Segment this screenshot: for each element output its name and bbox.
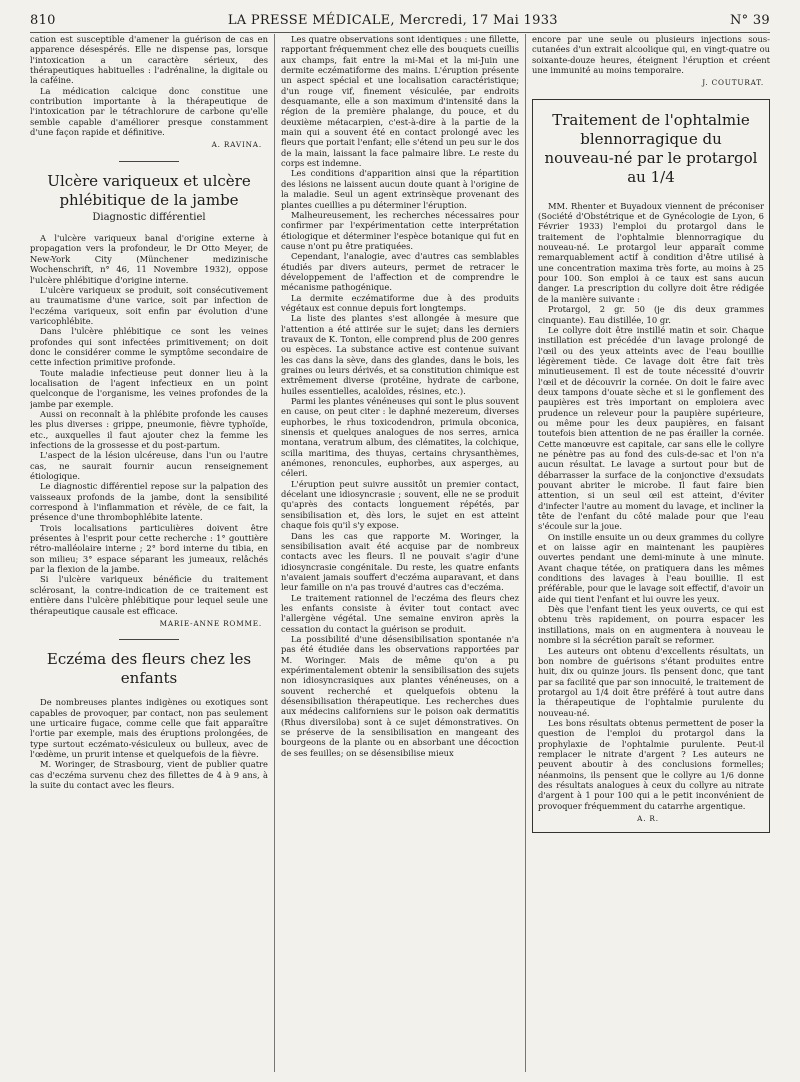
signature: A. RAVINA. <box>211 140 262 150</box>
page-header <box>30 8 770 33</box>
paragraph: cation est susceptible d'amener la guérison de cas en apparence désespérés. Elle ne dispense pas, lorsque l'intoxication a un caractère sérieux, des thérapeutiques habituelles : l'adrénaline, la digitale ou la caféine. <box>30 34 268 86</box>
paragraph: Le diagnostic différentiel repose sur la palpation des vaisseaux profonds de la jambe, dont la sensibilité correspond à l'inflammation et révèle, de ce fait, la présence d'une thrombophlébite latente. <box>30 481 268 523</box>
signature: MARIE-ANNE ROMME. <box>159 618 262 628</box>
boxed-article <box>532 99 770 834</box>
paragraph: Aussi on reconnaît à la phlébite profonde les causes les plus diverses : grippe, pneumonie, fièvre typhoïde, etc., auxquelles il faut ajouter chez la femme les infections de la grossesse et du post-partum. <box>30 408 268 450</box>
paragraph: Toute maladie infectieuse peut donner lieu à la localisation de l'agent infectieux en un point quelconque de l'organisme, les veines profondes de la jambe par exemple. <box>30 367 268 409</box>
paragraph: La liste des plantes s'est allongée à mesure que l'attention a été attirée sur le sujet; dans les derniers travaux de K. Tonton, elle comprend plus de 200 genres ou espèces. La substance active est contenue suivant les cas dans la sève, dans des glandes, dans le bois, les graines ou leurs dérivés, et sa constitution chimique est extrêmement diverse (protéine, hydrate de carbone, huiles essentielles, acaloïdes, résines, etc.). <box>281 313 519 396</box>
paragraph: La possibilité d'une désensibilisation spontanée n'a pas été étudiée dans les observations rapportées par M. Woringer. Mais de même qu'on a pu expérimentalement obtenir la sensibilisation des sujets non idiosyncrasiques aux plantes vénéneuses, on a souvent recherché et quelquefois obtenu la désensibilisation thérapeutique. Les recherches dues aux médecins californiens sur le poison oak dermatitis (Rhus diversiloba) sont à ce sujet démonstratives. On se préserve de la sensibilisation en mangeant des bourgeons de la plante ou en absorbant une décoction de ses feuilles; on se désensibilise mieux <box>281 633 519 758</box>
paragraph: Protargol, 2 gr. 50 (je dis deux grammes cinquante). Eau distillée, 10 gr. <box>538 304 764 325</box>
paragraph: L'ulcère variqueux se produit, soit consécutivement au traumatisme d'une varice, soit par infection de l'eczéma variqueux, soit enfin par évolution d'une varicophlébite. <box>30 284 268 326</box>
article-title: Eczéma des fleurs chez les enfants <box>46 650 252 688</box>
article-subtitle: Diagnostic différentiel <box>92 211 206 223</box>
paragraph: Le traitement rationnel de l'eczéma des fleurs chez les enfants consiste à éviter tout contact avec l'allergène végétal. Une semaine environ après la cessation du contact la guérison se produit. <box>281 592 519 634</box>
paragraph: Les conditions d'apparition ainsi que la répartition des lésions ne laissent aucun doute quant à l'origine de la maladie. Seul un agent extrinsèque provenant des plantes cueillies a pu déterminer l'éruption. <box>281 168 519 210</box>
paragraph: On instille ensuite un ou deux grammes du collyre et on laisse agir en maintenant les paupières ouvertes pendant une demi-minute à une minute. Avant chaque tétée, on pratiquera dans les mêmes conditions des lavages à l'eau bouillie. Il est préférable, pour que le lavage soit effectif, d'avoir un aide qui tient l'enfant et lui ouvre les yeux. <box>538 531 764 604</box>
article-title: Traitement de l'ophtalmie blennorragique du nouveau-né par le protargol au 1/4 <box>544 110 758 186</box>
paragraph: De nombreuses plantes indigènes ou exotiques sont capables de provoquer, par contact, non pas seulement une urticaire fugace, comme celle que fait apparaître l'ortie par exemple, mais des éruptions prolongées, de type surtout eczémato-vésiculeux ou bulleux, avec de l'œdème, un prurit intense et quelquefois de la fièvre. <box>30 697 268 759</box>
paragraph: L'éruption peut suivre aussitôt un premier contact, décelant une idiosyncrasie ; souvent, elle ne se produit qu'après des contacts longuement répétés, par sensibilisation et, dès lors, le sujet en est atteint chaque fois qu'il s'y expose. <box>281 478 519 531</box>
paragraph: La dermite eczématiforme due à des produits végétaux est connue depuis fort longtemps. <box>281 292 519 313</box>
paragraph: Si l'ulcère variqueux bénéficie du traitement sclérosant, la contre-indication de ce traitement est entière dans l'ulcère phlébitique pour lequel seule une thérapeutique causale est efficace. <box>30 574 268 616</box>
paragraph: Dans l'ulcère phlébitique ce sont les veines profondes qui sont infectées primitivement; on doit donc le considérer comme le symptôme secondaire de cette infection primitive profonde. <box>30 326 268 368</box>
paragraph: M. Woringer, de Strasbourg, vient de publier quatre cas d'eczéma survenu chez des fillettes de 4 à 9 ans, à la suite du contact avec les fleurs. <box>30 759 268 790</box>
column-rule <box>274 34 275 1072</box>
paragraph: MM. Rhenter et Buyadoux viennent de préconiser (Société d'Obstétrique et de Gynécologie de Lyon, 6 Février 1933) l'emploi du protargol dans le traitement de l'ophtalmie blennorragique du nouveau-né. Le protargol leur apparaît comme remarquablement actif à condition d'être utilisé à une concentration maxima très forte, au moins à 25 pour 100. Son emploi à ce taux est sans aucun danger. La prescription du collyre doit être rédigée de la manière suivante : <box>538 200 764 304</box>
signature: A. R. <box>637 814 659 823</box>
paragraph: A l'ulcère variqueux banal d'origine externe à propagation vers la profondeur, le Dr Otto Meyer, de New-York City (Münchener medizinische Wochenschrift, n° 46, 11 Novembre 1932), oppose l'ulcère phlébitique d'origine interne. <box>30 233 268 285</box>
issue-number: N° 39 <box>729 12 770 28</box>
separator <box>119 161 179 162</box>
column-2 <box>281 34 519 1076</box>
column-rule <box>525 34 526 1072</box>
paragraph: Dès que l'enfant tient les yeux ouverts, ce qui est obtenu très rapidement, on pourra espacer les instillations, mais on en augmentera à nouveau le nombre si la sécrétion paraît se reformer. <box>538 604 764 646</box>
paragraph: Les auteurs ont obtenu d'excellents résultats, un bon nombre de guérisons s'étant produites entre huit, dix ou quinze jours. Ils pensent donc, que tant par sa facilité que par son innocuité, le traitement de protargol au 1/4 doit être préféré à tout autre dans la thérapeutique de l'ophtalmie purulente du nouveau-né. <box>538 645 764 718</box>
signature: J. COUTURAT. <box>702 78 764 88</box>
paragraph: Les bons résultats obtenus permettent de poser la question de l'emploi du protargol dans la prophylaxie de l'ophtalmie purulente. Peut-il remplacer le nitrate d'argent ? Les auteurs ne peuvent aboutir à des conclusions formelles; néanmoins, ils pensent que le collyre au 1/6 donne des résultats analogues à ceux du collyre au nitrate d'argent à 1 pour 100 qui a le petit inconvénient de provoquer fréquemment du catarrhe argentique. <box>538 717 764 811</box>
paragraph: La médication calcique donc constitue une contribution importante à la thérapeutique de l'intoxication par le tétrachlorure de carbone qu'elle semble capable d'améliorer presque constamment d'une façon rapide et définitive. <box>30 85 268 138</box>
paragraph: L'aspect de la lésion ulcéreuse, dans l'un ou l'autre cas, ne saurait fournir aucun renseignement étiologique. <box>30 450 268 482</box>
paragraph: Le collyre doit être instillé matin et soir. Chaque instillation est précédée d'un lavage prolongé de l'œil ou des yeux atteints avec de l'eau bouillie légèrement tiède. Ce lavage doit être fait très minutieusement. Il est de toute nécessité d'ouvrir l'œil et de découvrir la cornée. On doit le faire avec deux tampons d'ouate sèche et si le gonflement des paupières est très important on emploiera avec prudence un releveur pour la paupière supérieure, ou même pour les deux paupières, en faisant toutefois bien attention de ne pas érailler la cornée. Cette manœuvre est capitale, car sans elle le collyre ne pénètre pas au fond des culs-de-sac et l'on n'a aucun résultat. Le lavage a surtout pour but de débarrasser la surface de la conjonctive d'exsudats pouvant abriter le microbe. Il faut faire bien attention, si un seul œil est atteint, d'éviter d'infecter l'autre au moment du lavage, et incliner la tête de l'enfant du côté malade pour que l'eau s'écoule sur la joue. <box>538 324 764 532</box>
paragraph: Trois localisations particulières doivent être présentes à l'esprit pour cette recherche : 1° gouttière rétro-malléolaire interne ; 2° bord interne du tibia, en son milieu; 3° espace séparant les jumeaux, relâchés par la flexion de la jambe. <box>30 522 268 575</box>
page-number: 810 <box>30 12 56 28</box>
journal-title: LA PRESSE MÉDICALE, Mercredi, 17 Mai 1933 <box>227 12 558 28</box>
paragraph: Cependant, l'analogie, avec d'autres cas semblables étudiés par divers auteurs, permet de retracer le développement de l'affection et de comprendre le mécanisme pathogénique. <box>281 251 519 293</box>
paragraph: Dans les cas que rapporte M. Woringer, la sensibilisation avait été acquise par de nombreux contacts avec les fleurs. Il ne pouvait s'agir d'une idiosyncrasie congénitale. Du reste, les quatre enfants n'avaient jamais souffert d'eczéma auparavant, et dans leur famille on n'a pas trouvé d'autres cas d'eczéma. <box>281 530 519 593</box>
paragraph: Parmi les plantes vénéneuses qui sont le plus souvent en cause, on peut citer : le daphné mezereum, diverses euphorbes, le rhus toxicodendron, primula obconica, sinensis et quelques analogues de nos serres, arnica montana, veratrum album, des clématites, la colchique, scilla maritima, des thuyas, certains chrysanthèmes, anémones, renoncules, euphorbes, aux asperges, au céleri. <box>281 396 519 479</box>
paragraph: encore par une seule ou plusieurs injections sous-cutanées d'un extrait alcoolique qui, en vingt-quatre ou soixante-douze heures, éteignent l'éruption et créent une immunité au moins temporaire. <box>532 34 770 76</box>
paragraph: Malheureusement, les recherches nécessaires pour confirmer par l'expérimentation cette interprétation étiologique et déterminer l'espèce botanique qui fut en cause n'ont pu être pratiquées. <box>281 209 519 251</box>
column-3 <box>532 34 770 1076</box>
paragraph: Les quatre observations sont identiques : une fillette, rapportant fréquemment chez elle des bouquets cueillis aux champs, fait entre la mi-Mai et la mi-Juin une dermite eczématiforme des mains. L'éruption présente un aspect spécial et une localisation caractéristique; d'un rouge vif, finement vésiculée, par endroits desquamante, elle a son maximum d'intensité dans la région de la première phalange, du pouce, et du deuxième métacarpien, c'est-à-dire à la partie de la main qui a souvent été en contact prolongé avec les fleurs que portait l'enfant; elle s'étend un peu sur le dos de la main, laissant la face palmaire libre. Le reste du corps est indemne. <box>281 34 519 169</box>
article-title: Ulcère variqueux et ulcère phlébitique de la jambe <box>47 171 251 209</box>
separator <box>119 639 179 640</box>
column-1 <box>30 34 268 1076</box>
